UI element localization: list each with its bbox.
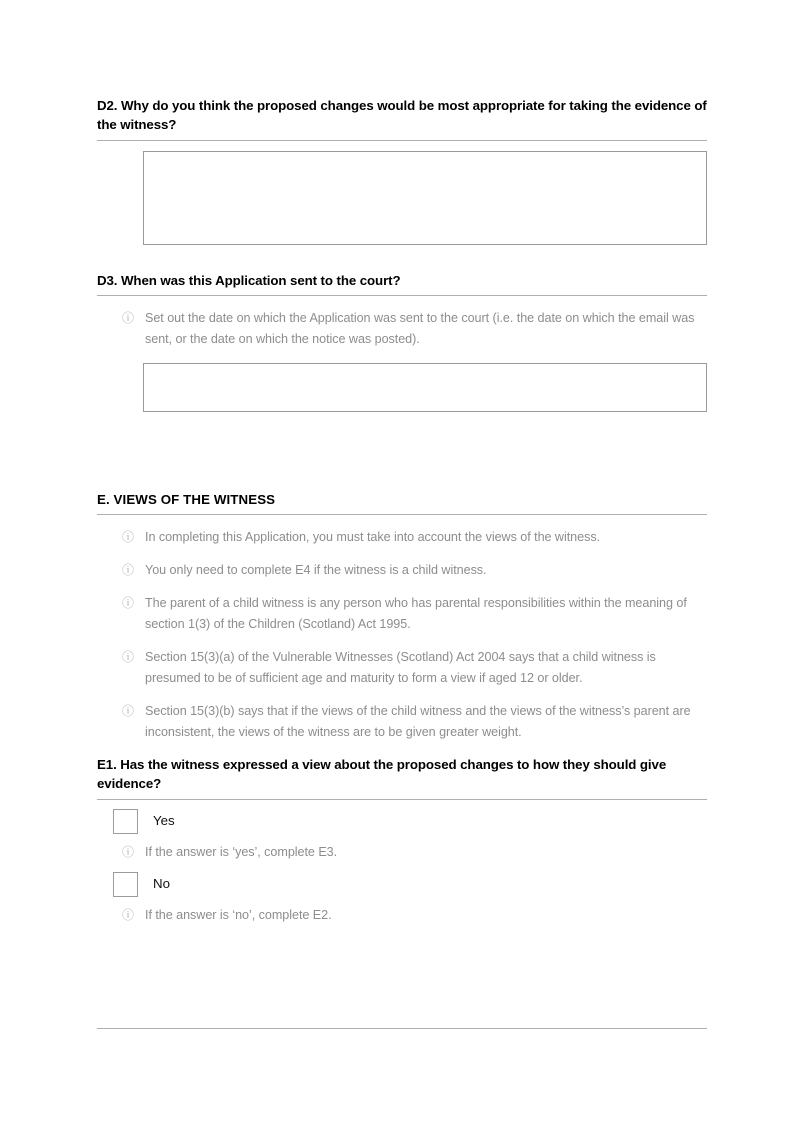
option-no-label: No [153,876,170,892]
guidance-item [97,701,707,743]
option-no-note-row [97,905,707,926]
circled-i-bullet-icon: ⓘ [122,563,135,578]
guidance-text: You only need to complete E4 if the witness is a child witness. [145,563,487,578]
circled-i-bullet-icon: ⓘ [122,844,135,859]
guidance-item [97,308,707,350]
guidance-item [97,647,707,689]
guidance-item [97,560,707,581]
spacer [97,412,707,490]
circled-i-bullet-icon: ⓘ [122,310,135,325]
question-d2-heading: D2. Why do you think the proposed changes would be most appropriate for taking the evidence of the witness? [97,98,707,133]
guidance-text: Set out the date on which the Application was sent to the court (i.e. the date on which the email was sent, or the date on which the notice was posted). [145,310,695,346]
guidance-text: Section 15(3)(a) of the Vulnerable Witnesses (Scotland) Act 2004 says that a child witness is presumed to be of sufficient age and maturity to form a view if aged 12 or older. [145,650,656,686]
section-e-block [97,490,707,743]
guidance-item [97,527,707,548]
circled-i-bullet-icon: ⓘ [122,704,135,719]
option-no-note: If the answer is ‘no’, complete E2. [145,907,332,922]
option-no-row[interactable] [97,872,707,897]
question-d3-guidance-list [97,308,707,350]
circled-i-bullet-icon: ⓘ [122,650,135,665]
form-content [97,96,707,926]
guidance-text: In completing this Application, you must take into account the views of the witness. [145,530,601,545]
circled-i-bullet-icon: ⓘ [122,907,135,922]
question-e1-rule [97,799,707,800]
question-d3-rule [97,295,707,296]
option-yes-note: If the answer is ‘yes’, complete E3. [145,844,338,859]
checkbox-yes[interactable] [113,809,138,834]
circled-i-bullet-icon: ⓘ [122,596,135,611]
section-e-heading: E. VIEWS OF THE WITNESS [97,491,276,507]
section-e-guidance-list [97,527,707,743]
question-d3-block [97,271,707,412]
guidance-item [97,593,707,635]
question-d2-rule [97,140,707,141]
question-e1-block [97,755,707,926]
question-e1-heading: E1. Has the witness expressed a view about the proposed changes to how they should give evidence? [97,757,667,792]
question-d2-block [97,96,707,245]
spacer [97,245,707,271]
option-yes-row[interactable] [97,809,707,834]
circled-i-bullet-icon: ⓘ [122,530,135,545]
option-yes-note-row [97,842,707,863]
guidance-text: Section 15(3)(b) says that if the views of the child witness and the views of the witness’s parent are inconsistent, the views of the witness are to be given greater weight. [145,704,691,740]
question-d3-answer-box[interactable] [143,363,707,412]
guidance-text: The parent of a child witness is any person who has parental responsibilities within the meaning of section 1(3) of the Children (Scotland) Act 1995. [145,596,687,632]
section-e-rule [97,514,707,515]
checkbox-no[interactable] [113,872,138,897]
question-d3-heading: D3. When was this Application sent to the court? [97,272,401,288]
question-d2-answer-box[interactable] [143,151,707,245]
option-yes-label: Yes [153,813,175,829]
footer-rule [97,1028,707,1029]
spacer [97,743,707,755]
